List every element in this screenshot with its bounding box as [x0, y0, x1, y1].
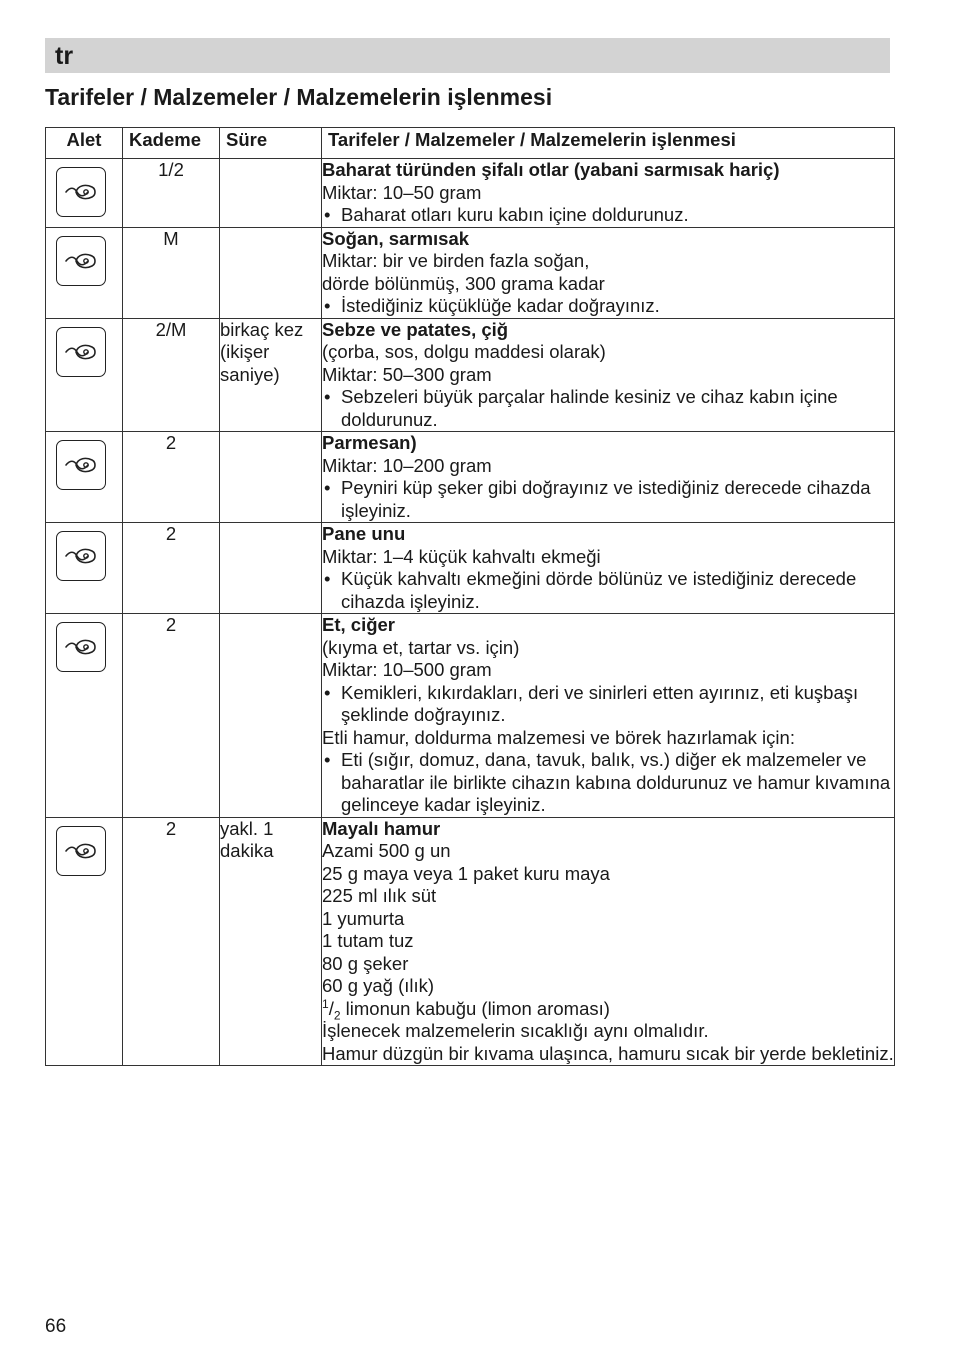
table-row	[46, 432, 895, 523]
description-cell	[322, 159, 895, 228]
table-row	[46, 159, 895, 228]
fraction-line: $^1/_2$ limonun kabuğu (limon aroması)	[322, 996, 610, 1023]
table-header-row	[46, 128, 895, 159]
fraction-denominator: 2	[333, 1008, 341, 1023]
header-description: Tarifeler / Malzemeler / Malzemelerin işlenmesi	[322, 128, 895, 159]
table-row	[46, 227, 895, 318]
language-code: tr	[55, 42, 74, 70]
info-line: (çorba, sos, dolgu maddesi olarak)	[322, 341, 606, 362]
table-row	[46, 817, 895, 1066]
recipes-table	[45, 127, 895, 1066]
blade-tool-icon	[56, 826, 106, 876]
info-line: 1 yumurta	[322, 907, 405, 929]
description-cell	[322, 614, 895, 818]
info-line: 25 g maya veya 1 paket kuru maya	[322, 862, 610, 884]
info-line: (kıyma et, tartar vs. için)	[322, 636, 520, 658]
info-line: Miktar: bir ve birden fazla soğan,	[322, 250, 590, 271]
info-line: 60 g yağ (ılık)	[322, 975, 435, 996]
instruction-bullet: • Kemikleri, kıkırdakları, deri ve sinirleri etten ayırınız, eti kuşbaşı şeklinde doğrayınız.	[322, 682, 894, 727]
info-line: Azami 500 g un	[322, 840, 451, 861]
sure-cell	[220, 159, 322, 228]
header-kademe: Kademe	[123, 128, 220, 159]
info-line: Miktar: 10–200 gram	[322, 454, 492, 476]
description-cell	[322, 432, 895, 523]
blade-tool-icon	[56, 622, 106, 672]
kademe-cell: 2	[123, 523, 220, 614]
blade-tool-icon	[56, 167, 106, 217]
recipes-table-body	[46, 159, 895, 1066]
instruction-bullet: • Eti (sığır, domuz, dana, tavuk, balık, vs.) diğer ek malzemeler ve baharatlar ile birlikte cihazın kabına doldurunuz ve hamur kıvamına gelinceye kadar işleyiniz.	[322, 749, 894, 817]
instruction-bullet: • İstediğiniz küçüklüğe kadar doğrayınız.	[322, 295, 894, 318]
instruction-bullet: • Küçük kahvaltı ekmeğini dörde bölünüz ve istediğiniz derecede cihazda işleyiniz.	[322, 568, 894, 613]
info-line: dörde bölünmüş, 300 grama kadar	[322, 272, 605, 294]
sure-cell: birkaç kez (ikişer saniye)	[220, 318, 322, 432]
table-row	[46, 523, 895, 614]
header-sure: Süre	[220, 128, 322, 159]
info-line: İşlenecek malzemelerin sıcaklığı aynı olmalıdır.	[322, 1020, 709, 1041]
info-line: Etli hamur, doldurma malzemesi ve börek hazırlamak için:	[322, 726, 795, 748]
description-cell	[322, 817, 895, 1066]
table-row	[46, 614, 895, 818]
tool-cell	[46, 432, 123, 523]
kademe-cell: 2	[123, 614, 220, 818]
sure-cell: yakl. 1 dakika	[220, 817, 322, 1066]
tool-cell	[46, 614, 123, 818]
description-cell	[322, 523, 895, 614]
blade-tool-icon	[56, 531, 106, 581]
header-alet: Alet	[46, 128, 123, 159]
info-line: Miktar: 10–500 gram	[322, 659, 492, 680]
tool-cell	[46, 523, 123, 614]
language-tab-bar	[45, 38, 890, 73]
fraction-text: limonun kabuğu (limon aroması)	[340, 997, 610, 1019]
tool-cell	[46, 318, 123, 432]
tool-cell	[46, 159, 123, 228]
blade-tool-icon	[56, 236, 106, 286]
info-line: Miktar: 10–50 gram	[322, 181, 482, 203]
description-cell	[322, 227, 895, 318]
info-line: 80 g şeker	[322, 952, 409, 974]
info-line: 1 tutam tuz	[322, 930, 414, 951]
fraction-numerator: 1	[322, 996, 329, 1011]
info-line: Miktar: 1–4 küçük kahvaltı ekmeği	[322, 545, 601, 567]
kademe-cell: 2	[123, 817, 220, 1066]
instruction-bullet: • Peyniri küp şeker gibi doğrayınız ve istediğiniz derecede cihazda işleyiniz.	[322, 477, 894, 522]
recipe-title: Pane unu	[322, 523, 406, 544]
table-row	[46, 318, 895, 432]
page-number: 66	[45, 1316, 67, 1337]
sure-cell	[220, 227, 322, 318]
kademe-cell: 1/2	[123, 159, 220, 228]
recipe-title: Et, ciğer	[322, 614, 395, 635]
instruction-bullet: • Sebzeleri büyük parçalar halinde kesiniz ve cihaz kabın içine doldurunuz.	[322, 386, 894, 431]
kademe-cell: 2	[123, 432, 220, 523]
info-line: Miktar: 50–300 gram	[322, 363, 492, 385]
instruction-bullet: • Baharat otları kuru kabın içine doldurunuz.	[322, 204, 894, 227]
sure-cell	[220, 432, 322, 523]
info-line: Hamur düzgün bir kıvama ulaşınca, hamuru sıcak bir yerde bekletiniz.	[322, 1042, 894, 1064]
kademe-cell: 2/M	[123, 318, 220, 432]
section-title: Tarifeler / Malzemeler / Malzemelerin işlenmesi	[45, 84, 553, 110]
recipe-title: Parmesan)	[322, 432, 417, 453]
blade-tool-icon	[56, 327, 106, 377]
description-cell	[322, 318, 895, 432]
tool-cell	[46, 817, 123, 1066]
sure-cell	[220, 523, 322, 614]
tool-cell	[46, 227, 123, 318]
blade-tool-icon	[56, 440, 106, 490]
sure-cell	[220, 614, 322, 818]
kademe-cell: M	[123, 227, 220, 318]
recipe-title: Mayalı hamur	[322, 817, 441, 839]
recipe-title: Sebze ve patates, çiğ	[322, 318, 509, 340]
recipe-title: Baharat türünden şifalı otlar (yabani sarmısak hariç)	[322, 159, 780, 180]
info-line: 225 ml ılık süt	[322, 885, 437, 906]
recipe-title: Soğan, sarmısak	[322, 227, 470, 249]
